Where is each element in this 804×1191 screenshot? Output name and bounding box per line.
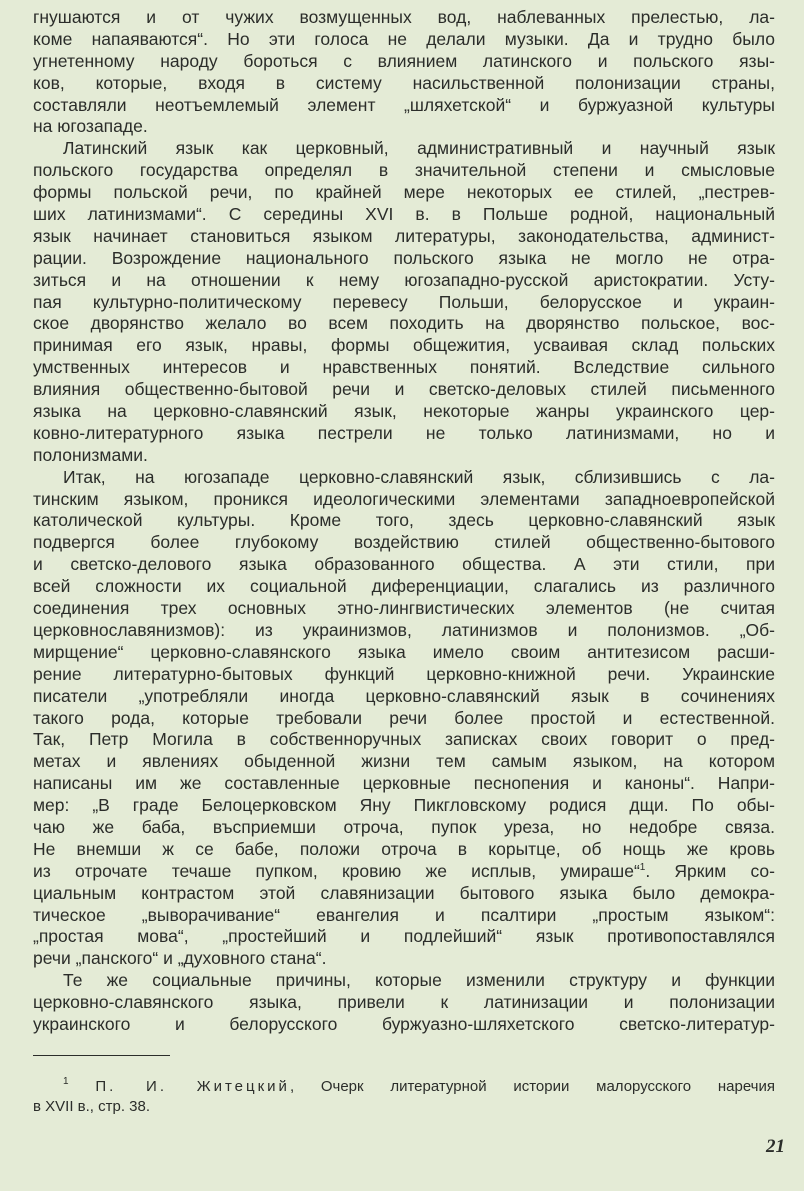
text-line: гнушаются и от чужих возмущенных вод, наблеванных прелестью, ла- (33, 7, 775, 27)
text-line: польского государства определял в значительной степени и смысловые (33, 160, 775, 181)
text-line: зиться и на отношении к нему югозападно-русской аристократии. Усту- (33, 269, 775, 290)
main-text (33, 7, 775, 1036)
footnote-author: П. И. Житецкий (95, 1078, 290, 1095)
text-line: всей сложности их социальной диференциации, слагались из различного (33, 576, 775, 597)
text-line: полонизмами. (33, 444, 148, 465)
text-line: и светско-делового языка образованного общества. А эти стили, при (33, 554, 775, 575)
paragraph (33, 138, 775, 466)
text-line: влияния общественно-бытовой речи и светско-деловых стилей письменного (33, 379, 775, 400)
text-line: принимая его язык, нравы, формы общежития, усваивая склад польских (33, 335, 775, 356)
text-line: на югозападе. (33, 116, 148, 137)
text-line: Латинский язык как церковный, административный и научный язык (63, 138, 775, 159)
text-line: рение литературно-бытовых функций церковно-книжной речи. Украинские (33, 663, 775, 684)
text-line: ковно-литературного языка пестрели не только латинизмами, но и (33, 422, 775, 443)
text-line: умственных интересов и нравственных понятий. Вследствие сильного (33, 357, 775, 378)
text-line: писатели „употребляли иногда церковно-славянский язык в сочинениях (33, 685, 775, 706)
text-line: составляли неотъемлемый элемент „шляхетской“ и буржуазной культуры (33, 94, 775, 115)
text-line: метах и явлениях обыденной жизни тем самым языком, на котором (33, 751, 775, 772)
footnote-divider (33, 1055, 170, 1056)
text-line: католической культуры. Кроме того, здесь церковно-славянский язык (33, 510, 775, 531)
footnote-marker: 1 (63, 1076, 69, 1087)
text-line: речи „панского“ и „духовного стана“. (33, 948, 327, 969)
footnote (33, 1077, 775, 1117)
text-line: чаю же баба, въсприемши отроча, пупок уреза, но недобре связа. (33, 816, 775, 837)
page-number: 21 (766, 1136, 785, 1157)
text-line: Те же социальные причины, которые изменили структуру и функции (63, 970, 775, 991)
text-line: угнетенному народу бороться с влиянием латинского и польского язы- (33, 50, 775, 71)
text-line: рации. Возрождение национального польского языка не могло не отра- (33, 247, 775, 268)
paragraph (33, 467, 775, 970)
text-line: такого рода, которые требовали речи более простой и естественной. (33, 707, 775, 728)
text-line: украинского и белорусского буржуазно-шляхетского светско-литератур- (33, 1013, 775, 1034)
text-line: формы польской речи, по крайней мере некоторых ее стилей, „пестрев- (33, 182, 775, 203)
text-segment: из отрочате течаше пупком, кровию же исплыв, умираше“ (33, 860, 640, 881)
text-line: языка на церковно-славянский язык, некоторые жанры украинского цер- (33, 401, 775, 422)
paragraph (33, 7, 775, 138)
paragraph (33, 970, 775, 1036)
text-line: мер: „В граде Белоцерковском Яну Пикгловскому родися дщи. По обы- (33, 795, 775, 816)
text-line: пая культурно-политическому перевесу Польши, белорусское и украин- (33, 291, 775, 312)
footnote-line-1 (33, 1077, 775, 1097)
text-line: „простая мова“, „простейший и подлейший“ язык противопоставлялся (33, 926, 775, 947)
text-line: ков, которые, входя в систему насильственной полонизации страны, (33, 72, 775, 93)
text-line: ское дворянство желало во всем походить на дворянство польское, вос- (33, 313, 775, 334)
text-line: тическое „выворачивание“ евангелия и псалтири „простым языком“: (33, 904, 775, 925)
footnote-title: , Очерк литературной истории малорусского наречия (289, 1078, 776, 1095)
text-segment: . Ярким со- (645, 860, 775, 881)
text-line: Итак, на югозападе церковно-славянский язык, сблизившись с ла- (63, 466, 775, 487)
text-line: Не внемши ж се бабе, положи отроча в корытце, об нощь же кровь (33, 838, 775, 859)
footnote-line-2: в XVII в., стр. 38. (33, 1098, 151, 1115)
text-line: коме напаяваются“. Но эти голоса не делали музыки. Да и трудно было (33, 28, 775, 49)
text-line: подвергся более глубокому воздействию стилей общественно-бытового (33, 532, 775, 553)
text-line: мирщение“ церковно-славянского языка имело своим антитезисом расши- (33, 641, 775, 662)
text-line: ших латинизмами“. С середины XVI в. в Польше родной, национальный (33, 204, 775, 225)
text-line: Так, Петр Могила в собственноручных записках своих говорит о пред- (33, 729, 775, 750)
text-line: написаны им же составленные церковные песнопения и каноны“. Напри- (33, 773, 775, 794)
text-line: церковнославянизмов): из украинизмов, латинизмов и полонизмов. „Об- (33, 619, 775, 640)
text-line: язык начинает становиться языком литературы, законодательства, админист- (33, 225, 775, 246)
footnote-reference[interactable]: 1 (639, 861, 646, 873)
text-line: церковно-славянского языка, привели к латинизации и полонизации (33, 992, 775, 1013)
text-line (33, 861, 775, 883)
text-line: соединения трех основных этно-лингвистических элементов (не считая (33, 598, 775, 619)
text-line: циальным контрастом этой славянизации бытового языка было демокра- (33, 882, 775, 903)
text-line: тинским языком, проникся идеологическими элементами западноевропейской (33, 488, 775, 509)
